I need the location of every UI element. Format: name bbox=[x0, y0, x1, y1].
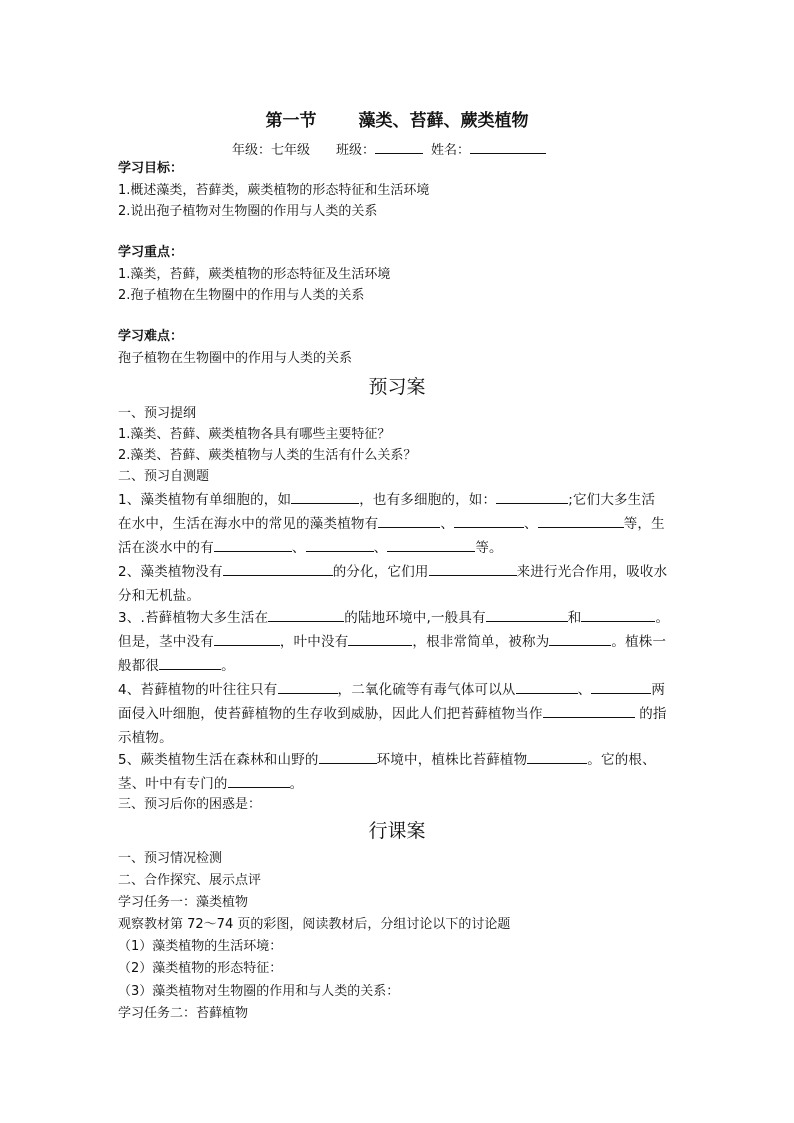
keypoints-heading: 学习重点： bbox=[118, 245, 184, 260]
answer-blank[interactable] bbox=[268, 608, 344, 622]
keypoint-item: 1.藻类，苔藓，蕨类植物的形态特征及生活环境 bbox=[118, 267, 391, 282]
class-blank[interactable] bbox=[375, 140, 423, 154]
lesson-item: （3）藻类植物对生物圈的作用和与人类的关系： bbox=[118, 984, 400, 999]
question-4-line: 4、苔藓植物的叶往往只有 ，二氧化硫等有毒气体可以从 、 两 bbox=[118, 682, 666, 698]
lesson-item: 二、合作探究、展示点评 bbox=[118, 873, 262, 888]
lesson-heading: 行课案 bbox=[368, 820, 426, 842]
question-3-line: 3、.苔藓植物大多生活在 的陆地环境中,一般具有 和 。 bbox=[118, 610, 670, 626]
answer-blank[interactable] bbox=[228, 774, 290, 788]
name-blank[interactable] bbox=[470, 140, 546, 154]
answer-blank[interactable] bbox=[159, 656, 221, 670]
lesson-item: （2）藻类植物的形态特征： bbox=[118, 961, 283, 976]
answer-blank[interactable] bbox=[214, 538, 292, 552]
answer-blank[interactable] bbox=[378, 514, 440, 528]
confusion-prompt: 三、预习后你的困惑是： bbox=[118, 797, 262, 812]
lesson-item: 学习任务一：藻类植物 bbox=[118, 895, 249, 910]
answer-blank[interactable] bbox=[516, 680, 578, 694]
student-info bbox=[232, 139, 546, 158]
name-label: 姓名： bbox=[431, 143, 471, 158]
answer-blank[interactable] bbox=[278, 680, 338, 694]
answer-blank[interactable] bbox=[387, 538, 475, 552]
answer-blank[interactable] bbox=[214, 632, 280, 646]
question-1-line: 活在淡水中的有 、 、 等。 bbox=[118, 540, 503, 556]
answer-blank[interactable] bbox=[538, 514, 624, 528]
answer-blank[interactable] bbox=[581, 608, 655, 622]
answer-blank[interactable] bbox=[291, 490, 359, 504]
grade-label: 年级：七年级 bbox=[232, 143, 311, 158]
outline-item: 2.藻类、苔藓、蕨类植物与人类的生活有什么关系？ bbox=[118, 448, 417, 463]
question-4-line: 示植物。 bbox=[118, 730, 173, 746]
question-5-line: 5、蕨类植物生活在森林和山野的 环境中，植株比苔藓植物 。它的根、 bbox=[118, 752, 656, 768]
answer-blank[interactable] bbox=[348, 632, 412, 646]
answer-blank[interactable] bbox=[306, 538, 374, 552]
question-5-line: 茎、叶中有专门的 。 bbox=[118, 776, 304, 792]
question-1-line: 在水中，生活在海水中的常见的藻类植物有 、 、 等，生 bbox=[118, 516, 665, 532]
title-topic: 藻类、苔藓、蕨类植物 bbox=[358, 111, 529, 131]
difficulties-heading: 学习难点： bbox=[118, 329, 184, 344]
outline-item: 1.藻类、苔藓、蕨类植物各具有哪些主要特征？ bbox=[118, 427, 391, 442]
answer-blank[interactable] bbox=[223, 562, 333, 576]
keypoint-item: 2.孢子植物在生物圈中的作用与人类的关系 bbox=[118, 288, 365, 303]
difficulty-item: 孢子植物在生物圈中的作用与人类的关系 bbox=[118, 351, 353, 366]
lesson-item: 学习任务二：苔藓植物 bbox=[118, 1006, 249, 1021]
question-2-line: 2、藻类植物没有 的分化，它们用 来进行光合作用，吸收水 bbox=[118, 564, 668, 580]
answer-blank[interactable] bbox=[496, 490, 568, 504]
question-3-line: 但是，茎中没有 ，叶中没有 ，根非常简单，被称为 。植株一 bbox=[118, 634, 667, 650]
lesson-item: （1）藻类植物的生活环境： bbox=[118, 939, 283, 954]
goals-heading: 学习目标： bbox=[118, 161, 184, 176]
answer-blank[interactable] bbox=[549, 632, 611, 646]
class-label: 班级： bbox=[336, 143, 376, 158]
answer-blank[interactable] bbox=[319, 750, 377, 764]
answer-blank[interactable] bbox=[429, 562, 517, 576]
answer-blank[interactable] bbox=[591, 680, 651, 694]
answer-blank[interactable] bbox=[454, 514, 524, 528]
answer-blank[interactable] bbox=[543, 704, 635, 718]
selftest-heading: 二、预习自测题 bbox=[118, 469, 210, 484]
goal-item: 2.说出孢子植物对生物圈的作用与人类的关系 bbox=[118, 204, 378, 219]
goal-item: 1.概述藻类，苔藓类，蕨类植物的形态特征和生活环境 bbox=[118, 183, 430, 198]
answer-blank[interactable] bbox=[486, 608, 568, 622]
title-section: 第一节 bbox=[265, 111, 317, 131]
outline-heading: 一、预习提纲 bbox=[118, 406, 197, 421]
lesson-item: 一、预习情况检测 bbox=[118, 851, 223, 866]
preview-heading: 预习案 bbox=[368, 376, 426, 398]
question-3-line: 般都很 。 bbox=[118, 658, 235, 674]
lesson-item: 观察教材第 72～74 页的彩图，阅读教材后，分组讨论以下的讨论题 bbox=[118, 917, 511, 932]
question-4-line: 面侵入叶细胞，使苔藓植物的生存收到威胁，因此人们把苔藓植物当作 的指 bbox=[118, 706, 667, 722]
page-title bbox=[0, 106, 794, 131]
answer-blank[interactable] bbox=[527, 750, 587, 764]
question-2-line: 分和无机盐。 bbox=[118, 588, 201, 604]
question-1-line: 1、藻类植物有单细胞的，如 ，也有多细胞的，如： ;它们大多生活 bbox=[118, 492, 656, 508]
